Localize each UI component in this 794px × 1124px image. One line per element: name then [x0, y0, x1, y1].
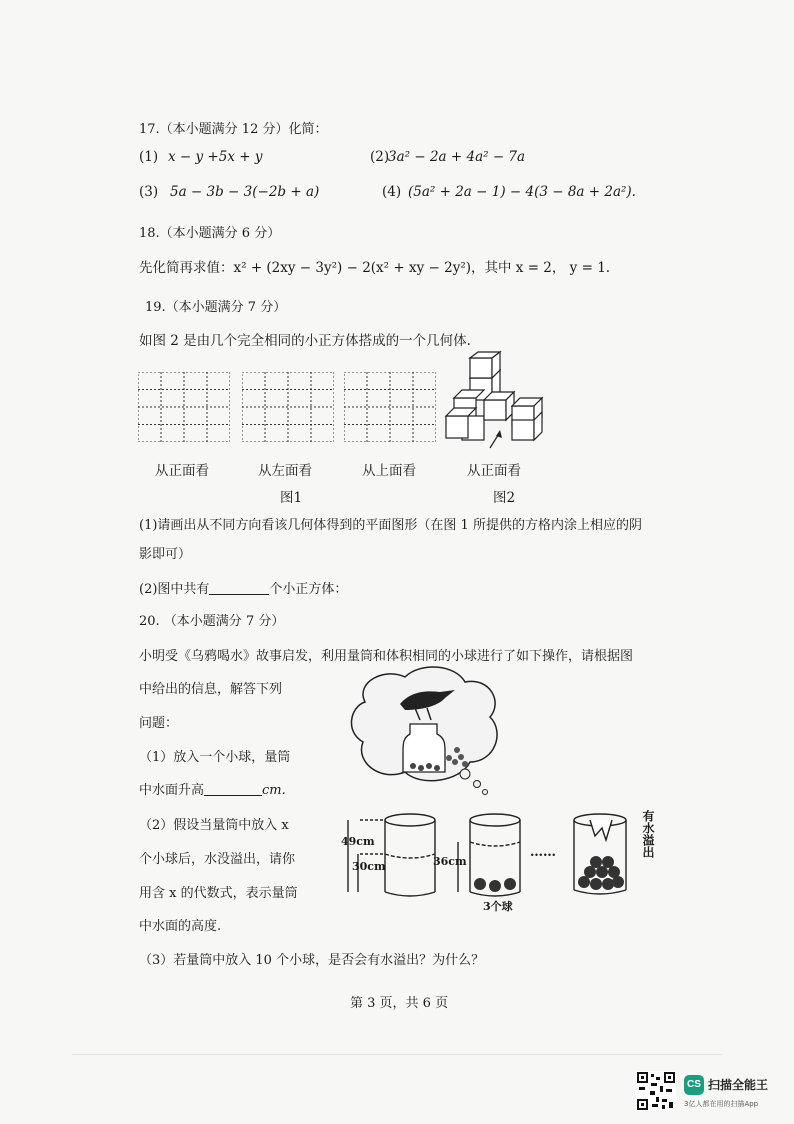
grid-label-left: 从左面看	[258, 463, 312, 479]
q17-p3-expr: 5a − 3b − 3(−2b + a)	[170, 184, 320, 200]
q18-header: 18.（本小题满分 6 分）	[139, 226, 281, 241]
q17-p4-expr: (5a² + 2a − 1) − 4(3 − 8a + 2a²).	[408, 184, 636, 200]
q20-p2-line4: 中水面的高度.	[139, 919, 222, 934]
q17-p1-expr: x − y +5x + y	[168, 149, 263, 165]
fig1-caption: 图1	[280, 490, 303, 506]
q17-p2-expr: 3a² − 2a + 4a² − 7a	[388, 149, 526, 165]
q17-header: 17.（本小题满分 12 分）化简：	[139, 122, 328, 137]
fig2-caption: 图2	[493, 490, 516, 506]
label-49cm: 49cm	[341, 835, 375, 848]
q20-p2-line1: （2）假设当量筒中放入 x	[139, 818, 289, 833]
q20-intro-line1: 小明受《乌鸦喝水》故事启发，利用量筒和体积相同的小球进行了如下操作，请根据图	[139, 649, 634, 664]
q20-header: 20. （本小题满分 7 分）	[139, 614, 285, 629]
label-36cm: 36cm	[433, 855, 467, 868]
camscanner-logo-icon: CS	[684, 1075, 704, 1095]
q19-part2	[139, 578, 347, 597]
q20-p1-answer-blank[interactable]	[204, 783, 262, 796]
q19-intro: 如图 2 是由几个完全相同的小正方体搭成的一个几何体.	[139, 333, 471, 349]
q18-text: 先化简再求值：x² + (2xy − 3y²) − 2(x² + xy − 2y²)，其中 x = 2， y = 1.	[139, 260, 611, 276]
q20-p1-pre: 中水面升高	[139, 783, 205, 798]
q20-p1-unit: cm.	[262, 783, 286, 798]
label-30cm: 30cm	[352, 860, 386, 873]
q20-p1-line2	[139, 779, 286, 798]
q19-part1-line1: (1)请画出从不同方向看该几何体得到的平面图形（在图 1 所提供的方格内涂上相应的阴	[139, 518, 642, 533]
page-number: 第 3 页，共 6 页	[350, 996, 449, 1011]
q17-p3-label: (3)	[139, 184, 159, 200]
qr-code-icon	[636, 1071, 676, 1111]
scanner-brand	[684, 1075, 784, 1115]
q19-part1-line2: 影即可）	[139, 547, 192, 562]
grid-label-front: 从正面看	[155, 463, 209, 479]
grid-top-view[interactable]	[344, 372, 436, 442]
q20-p2-line2: 个小球后，水没溢出，请你	[139, 852, 296, 867]
fig2-view-label: 从正面看	[467, 463, 521, 479]
q17-p2-label: (2)	[370, 149, 390, 165]
q19-header: 19.（本小题满分 7 分）	[145, 300, 287, 315]
q19-part2-pre: (2)图中共有	[139, 582, 210, 597]
q20-intro-line2: 中给出的信息，解答下列	[139, 682, 283, 697]
q19-answer-blank[interactable]	[209, 582, 269, 595]
brand-tagline: 3亿人都在用的扫描App	[684, 1100, 759, 1108]
crow-bottle-illustration	[345, 662, 505, 797]
label-dots: ……	[530, 845, 556, 860]
q17-p1-label: (1)	[139, 149, 159, 165]
label-overflow: 有水溢出	[641, 810, 655, 858]
cube-solid-figure	[444, 350, 554, 450]
q20-p1-line1: （1）放入一个小球，量筒	[139, 750, 291, 765]
q20-p2-line3: 用含 x 的代数式，表示量筒	[139, 886, 298, 901]
grid-label-top: 从上面看	[362, 463, 416, 479]
q20-intro-line3: 问题：	[139, 716, 179, 731]
footer-divider	[72, 1054, 722, 1055]
grid-left-view[interactable]	[242, 372, 334, 442]
label-3-balls: 3个球	[483, 900, 513, 913]
q20-p3: （3）若量筒中放入 10 个小球，是否会有水溢出？为什么？	[139, 953, 485, 968]
brand-name: 扫描全能王	[708, 1078, 769, 1092]
q19-part2-post: 个小正方体：	[269, 582, 348, 597]
q17-p4-label: (4)	[382, 184, 402, 200]
grid-front-view[interactable]	[138, 372, 230, 442]
